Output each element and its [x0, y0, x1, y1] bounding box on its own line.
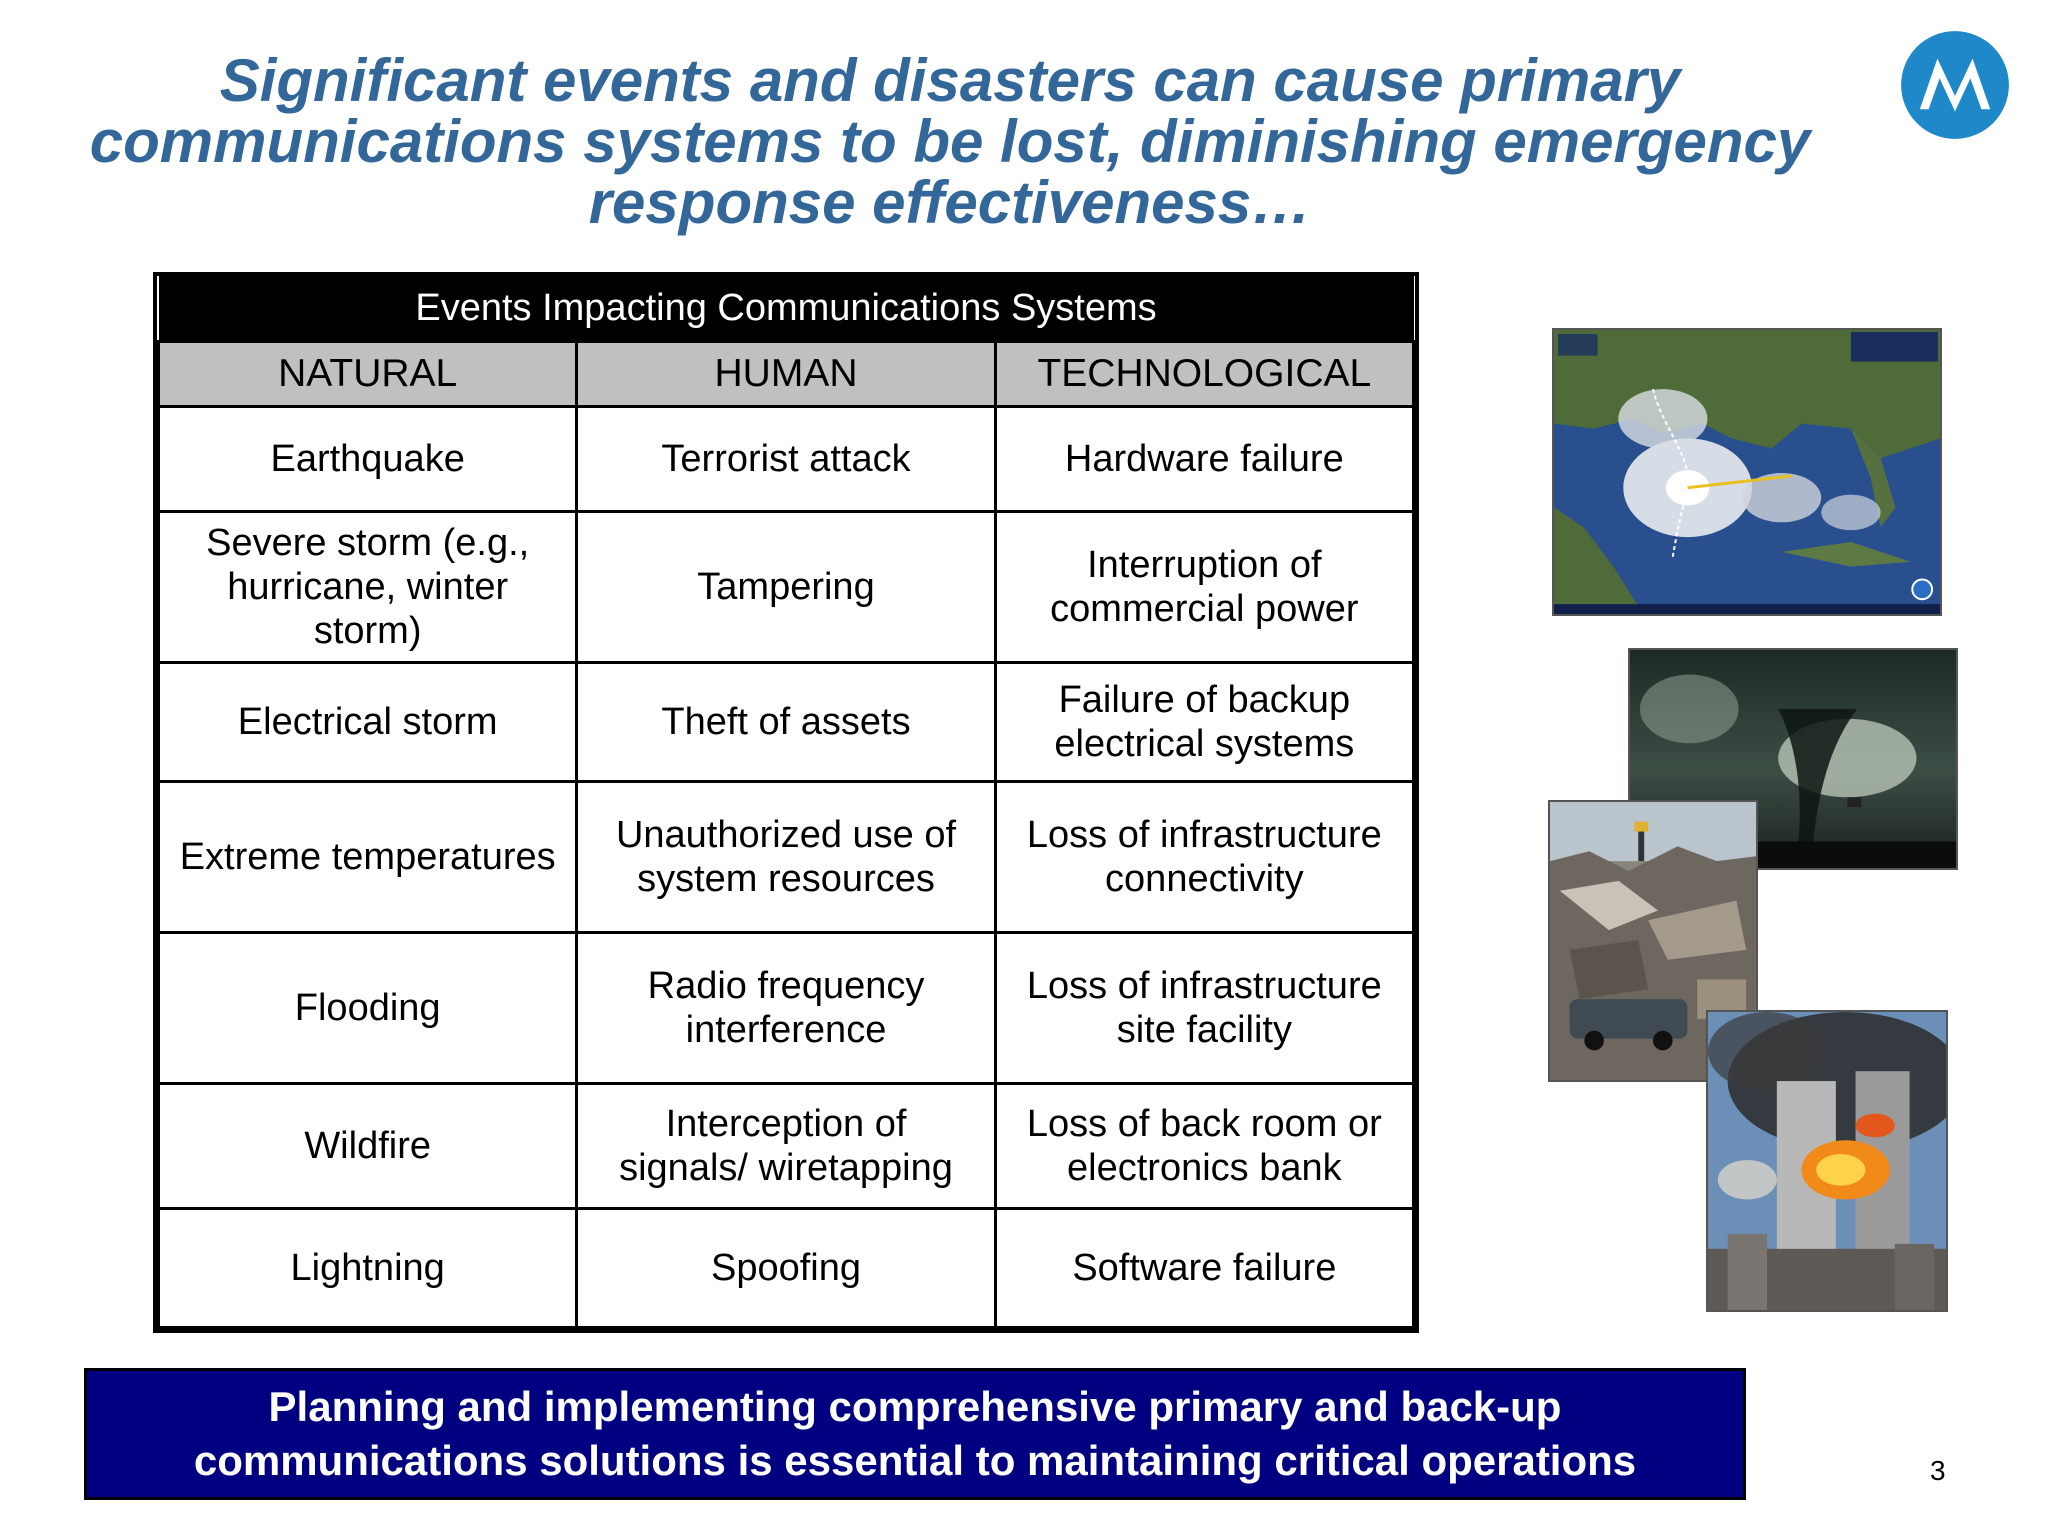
table-row	[159, 1084, 1414, 1209]
table-cell: Loss of back room or electronics bank	[995, 1084, 1413, 1209]
table-cell: Electrical storm	[159, 663, 577, 782]
column-header-human: HUMAN	[577, 342, 995, 407]
table-cell: Tampering	[577, 512, 995, 663]
table-cell: Interception of signals/ wiretapping	[577, 1084, 995, 1209]
conclusion-banner	[84, 1368, 1746, 1500]
table-cell: Earthquake	[159, 407, 577, 512]
table-cell: Software failure	[995, 1209, 1413, 1328]
banner-line: Planning and implementing comprehensive primary and back-up	[268, 1383, 1562, 1430]
slide-title	[40, 47, 1860, 236]
table-caption: Events Impacting Communications Systems	[159, 276, 1414, 342]
column-header-technological: TECHNOLOGICAL	[995, 342, 1413, 407]
column-header-natural: NATURAL	[159, 342, 577, 407]
table-row	[159, 782, 1414, 933]
table-cell: Wildfire	[159, 1084, 577, 1209]
events-table	[153, 272, 1419, 1333]
table-cell: Radio frequency interference	[577, 933, 995, 1084]
table-row	[159, 407, 1414, 512]
title-line: communications systems to be lost, diminishing emergency	[89, 108, 1811, 175]
table-row	[159, 663, 1414, 782]
table-row	[159, 1209, 1414, 1328]
banner-line: communications solutions is essential to maintaining critical operations	[193, 1437, 1637, 1484]
table-row	[159, 512, 1414, 663]
table-cell: Flooding	[159, 933, 577, 1084]
table-cell: Interruption of commercial power	[995, 512, 1413, 663]
table-cell: Unauthorized use of system resources	[577, 782, 995, 933]
table-cell: Lightning	[159, 1209, 577, 1328]
table-cell: Theft of assets	[577, 663, 995, 782]
table-cell: Extreme temperatures	[159, 782, 577, 933]
page-number: 3	[1930, 1455, 1946, 1486]
table-cell: Severe storm (e.g., hurricane, winter storm)	[159, 512, 577, 663]
table-cell: Loss of infrastructure connectivity	[995, 782, 1413, 933]
table-cell: Failure of backup electrical systems	[995, 663, 1413, 782]
title-line: response effectiveness…	[588, 169, 1312, 236]
table-cell: Spoofing	[577, 1209, 995, 1328]
hurricane-satellite-image	[1552, 328, 1942, 616]
title-line: Significant events and disasters can cause primary	[219, 47, 1681, 114]
table-cell: Terrorist attack	[577, 407, 995, 512]
burning-towers-image	[1706, 1010, 1948, 1312]
motorola-logo-icon	[1900, 30, 2010, 140]
table-cell: Loss of infrastructure site facility	[995, 933, 1413, 1084]
table-row	[159, 933, 1414, 1084]
table-cell: Hardware failure	[995, 407, 1413, 512]
